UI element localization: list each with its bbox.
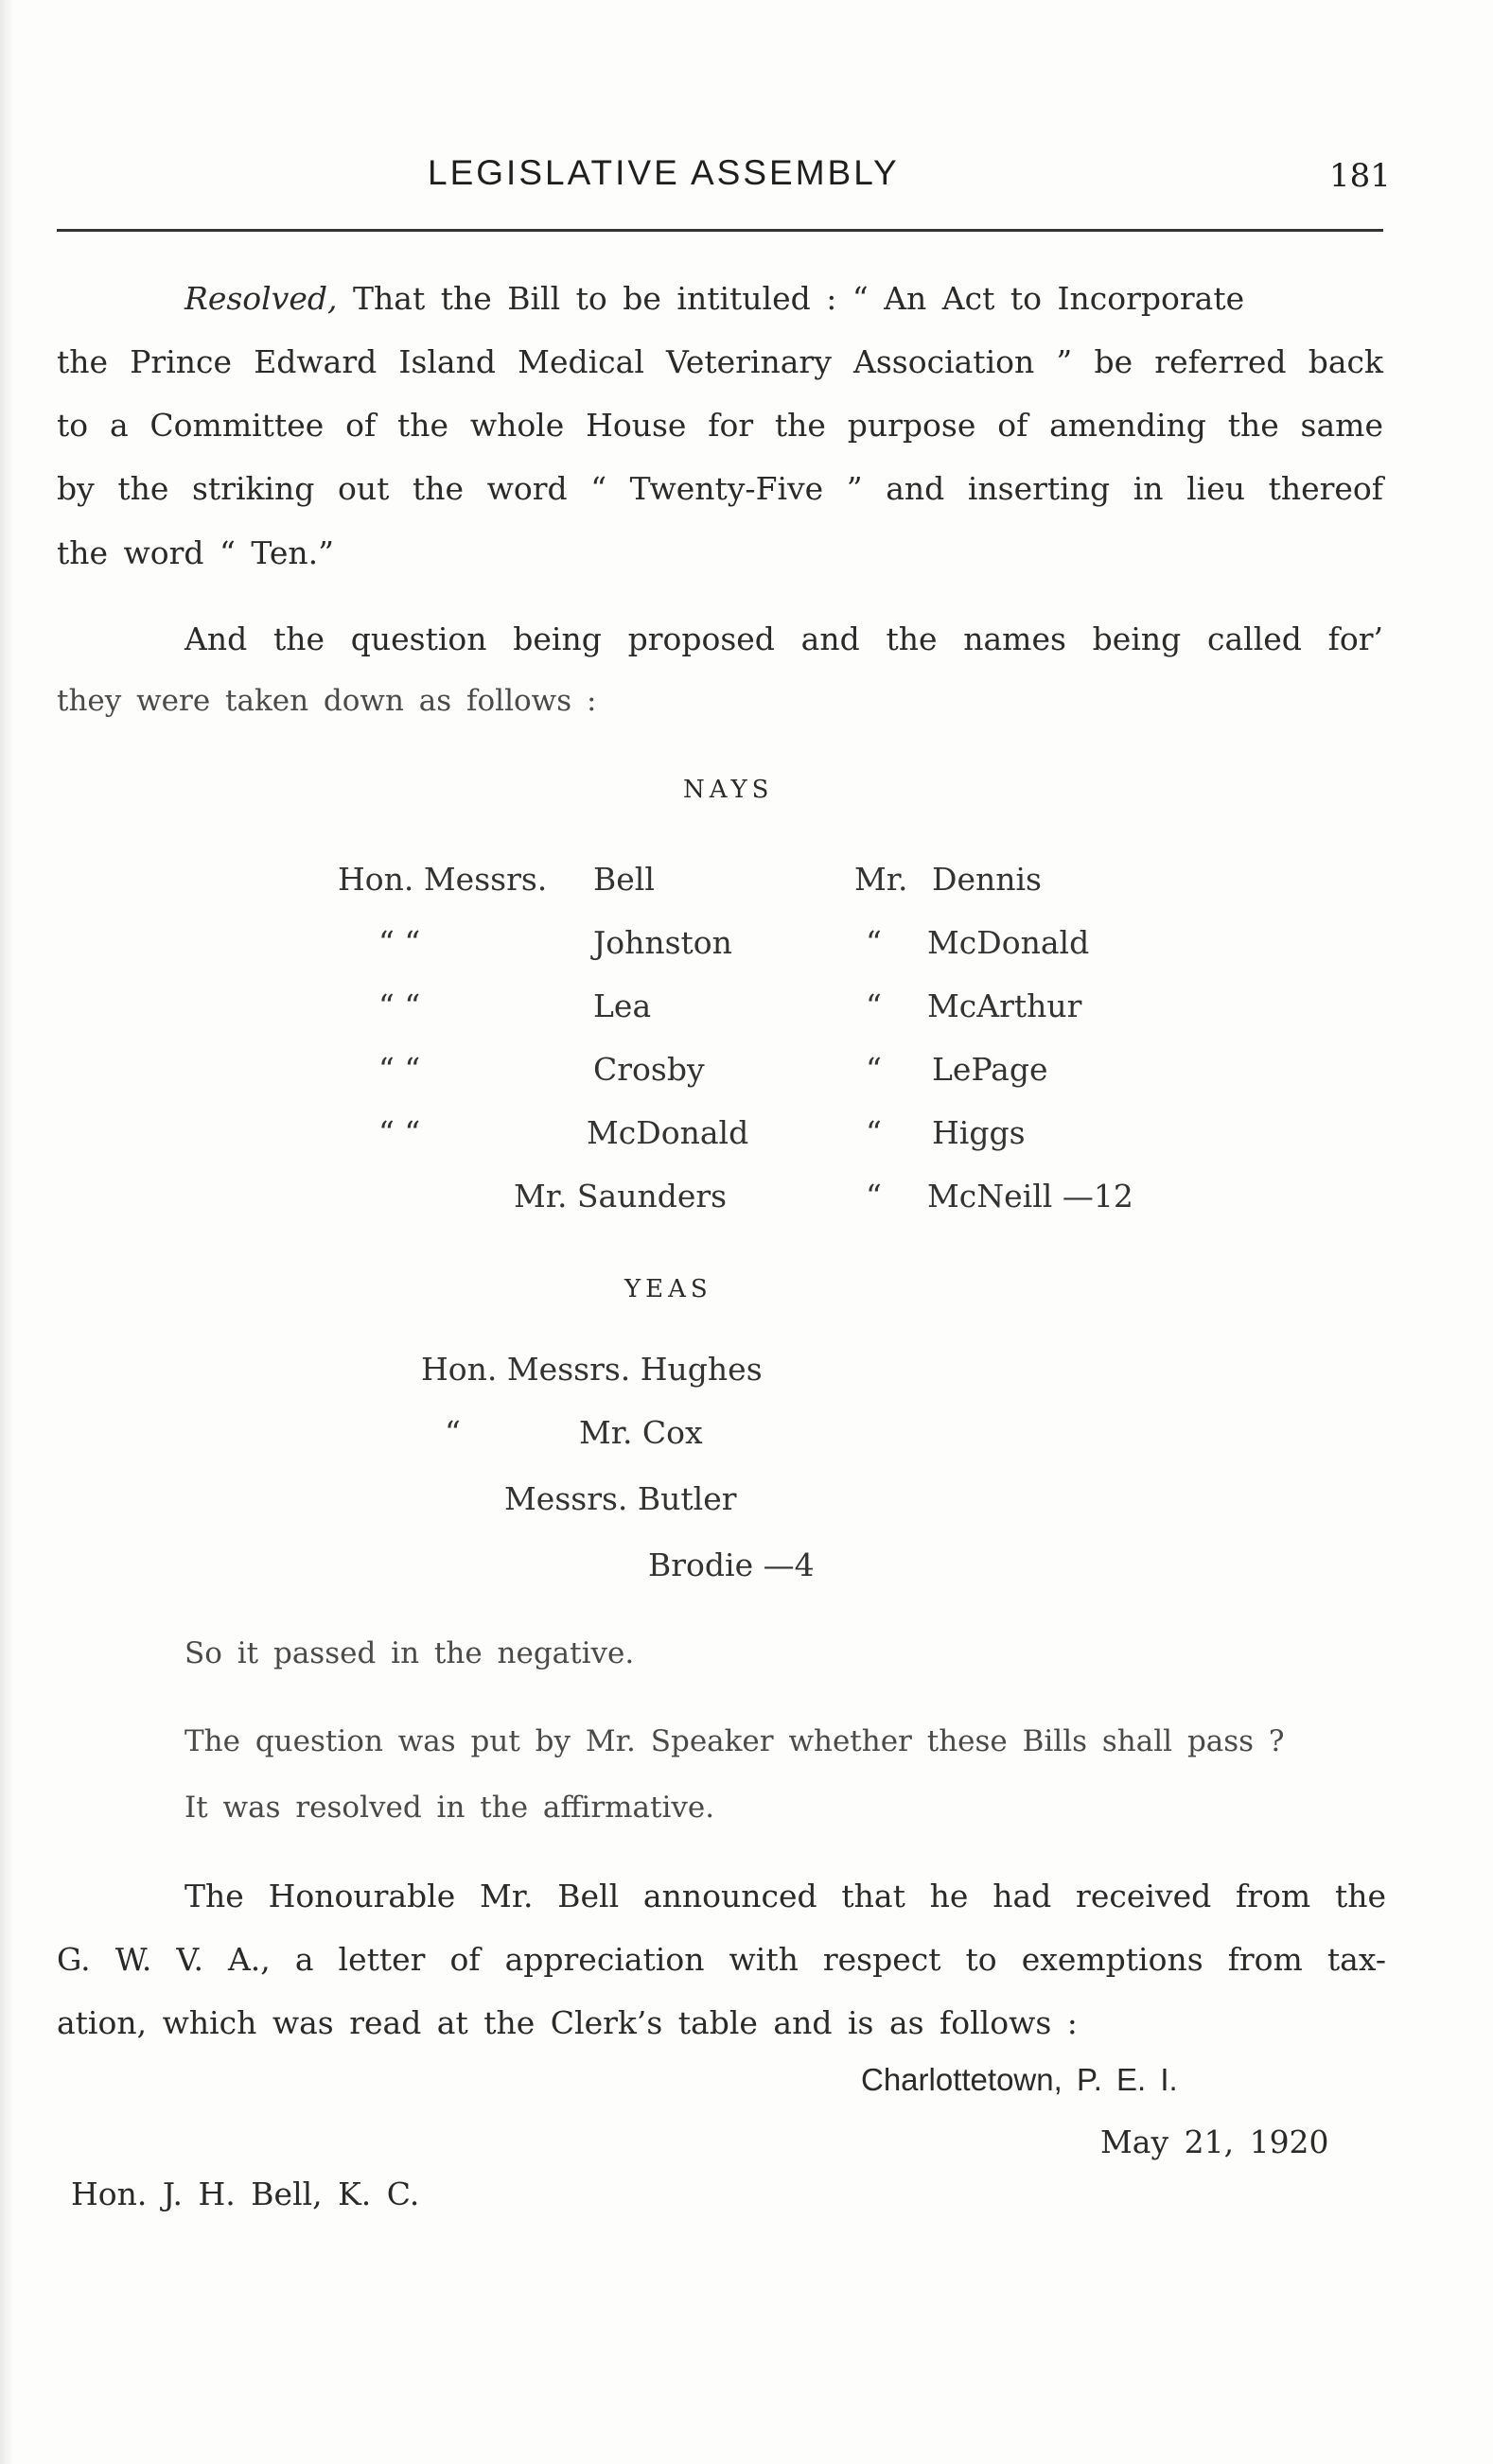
nays-right-prefix-2: “ bbox=[866, 924, 882, 961]
yeas-row-2: Mr. Cox bbox=[579, 1414, 703, 1451]
resolution-text-1: That the Bill to be intituled : “ An Act to Incorporate bbox=[353, 280, 1245, 317]
question-line-1: And the question being proposed and the names being called for’ bbox=[184, 620, 1383, 657]
nays-right-prefix-1: Mr. bbox=[854, 861, 908, 898]
nays-left-prefix-1: Hon. Messrs. bbox=[338, 861, 548, 898]
resolution-line-5: the word “ Ten.” bbox=[57, 534, 334, 571]
nays-left-prefix-4: “ “ bbox=[378, 1051, 421, 1088]
yeas-row-2-prefix: “ bbox=[445, 1414, 461, 1451]
running-header-title: LEGISLATIVE ASSEMBLY bbox=[428, 153, 900, 192]
nays-heading: NAYS bbox=[683, 776, 774, 804]
nays-right-name-4: LePage bbox=[932, 1051, 1048, 1088]
letter-place: Charlottetown, P. E. I. bbox=[861, 2062, 1178, 2097]
nays-left-name-6: Mr. Saunders bbox=[514, 1178, 728, 1215]
page-number: 181 bbox=[1329, 157, 1391, 195]
nays-left-name-1: Bell bbox=[593, 861, 655, 898]
announcement-line-3: ation, which was read at the Clerk’s table and is as follows : bbox=[57, 2004, 1078, 2041]
letter-addressee: Hon. J. H. Bell, K. C. bbox=[71, 2176, 420, 2212]
nays-left-name-4: Crosby bbox=[593, 1051, 705, 1088]
nays-right-prefix-4: “ bbox=[866, 1051, 882, 1088]
resolution-line-4: by the striking out the word “ Twenty-Five ” and inserting in lieu thereof bbox=[57, 470, 1383, 507]
nays-left-name-2: Johnston bbox=[593, 924, 732, 961]
outcome-line: So it passed in the negative. bbox=[184, 1636, 635, 1670]
resolved-lead: Resolved, bbox=[184, 280, 338, 317]
announcement-line-2: G. W. V. A., a letter of appreciation with respect to exemptions from tax- bbox=[57, 1941, 1386, 1978]
letter-date: May 21, 1920 bbox=[1100, 2123, 1329, 2160]
nays-right-name-1: Dennis bbox=[932, 861, 1042, 898]
nays-right-name-3: McArthur bbox=[927, 987, 1082, 1024]
page-edge-shadow bbox=[0, 0, 13, 2464]
nays-right-name-5: Higgs bbox=[932, 1114, 1026, 1151]
bills-line-2: It was resolved in the affirmative. bbox=[184, 1791, 715, 1825]
yeas-row-4: Brodie —4 bbox=[648, 1547, 815, 1583]
yeas-row-3: Messrs. Butler bbox=[504, 1480, 737, 1517]
resolution-line-3: to a Committee of the whole House for the purpose of amending the same bbox=[57, 407, 1383, 444]
header-rule bbox=[57, 229, 1383, 232]
question-line-2: they were taken down as follows : bbox=[57, 684, 597, 718]
nays-right-prefix-3: “ bbox=[866, 987, 882, 1024]
nays-right-name-6: McNeill —12 bbox=[927, 1178, 1133, 1215]
announcement-line-1: The Honourable Mr. Bell announced that he had received from the bbox=[184, 1878, 1386, 1914]
nays-left-prefix-3: “ “ bbox=[378, 987, 421, 1024]
nays-right-prefix-6: “ bbox=[866, 1178, 882, 1215]
nays-right-name-2: McDonald bbox=[927, 924, 1090, 961]
resolution-line-1 bbox=[184, 280, 1244, 317]
nays-right-prefix-5: “ bbox=[866, 1114, 882, 1151]
nays-left-prefix-2: “ “ bbox=[378, 924, 421, 961]
yeas-row-1: Hon. Messrs. Hughes bbox=[421, 1351, 763, 1388]
yeas-heading: YEAS bbox=[624, 1275, 712, 1303]
nays-left-prefix-5: “ “ bbox=[378, 1114, 421, 1151]
nays-left-name-3: Lea bbox=[593, 987, 652, 1024]
resolution-line-2: the Prince Edward Island Medical Veterinary Association ” be referred back bbox=[57, 343, 1383, 380]
bills-line-1: The question was put by Mr. Speaker whether these Bills shall pass ? bbox=[184, 1724, 1285, 1758]
nays-left-name-5: McDonald bbox=[587, 1114, 749, 1151]
